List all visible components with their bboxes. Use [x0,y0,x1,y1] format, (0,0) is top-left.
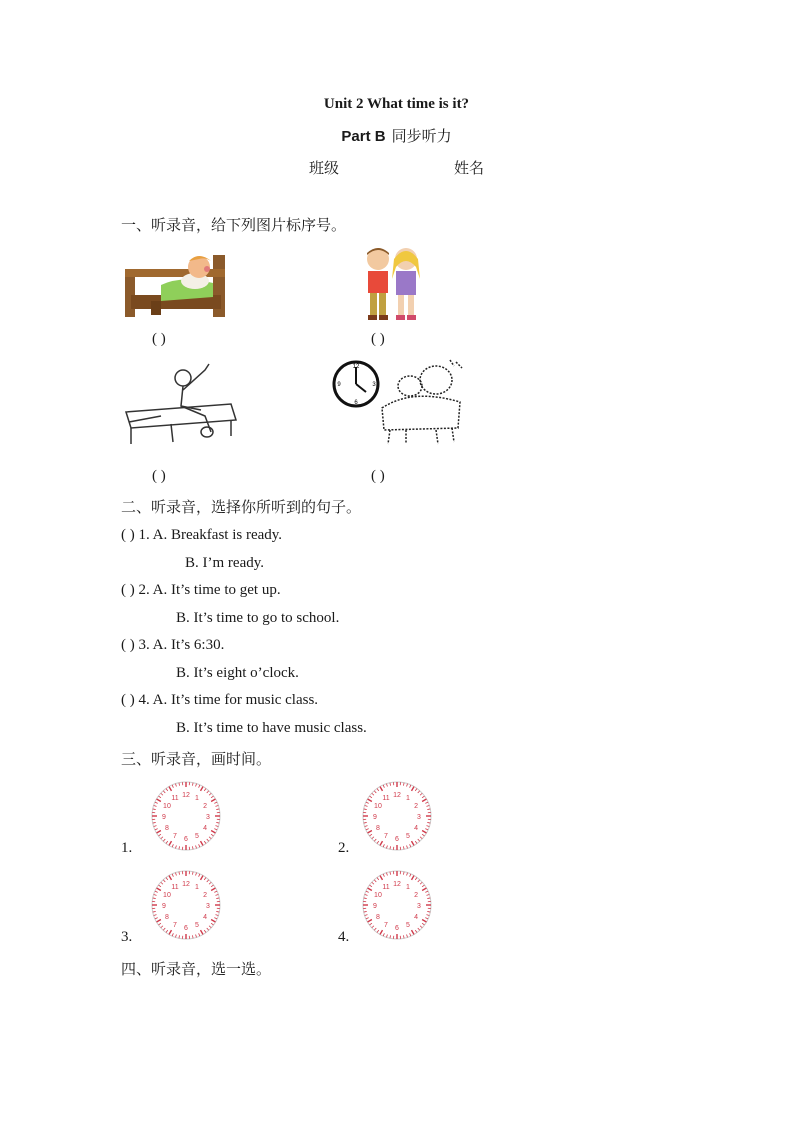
clock-tick [422,796,424,798]
picture2-answer-paren: ( ) [371,331,385,347]
svg-text:9: 9 [337,382,341,388]
clock-tick [410,785,411,788]
clock-tick [161,926,163,928]
clock-tick [204,788,206,790]
clock-number: 4 [203,914,208,921]
clock-number: 1 [195,883,199,891]
clock-tick [211,799,215,802]
clock-tick [365,915,368,916]
svg-text:12: 12 [352,364,360,370]
clock-tick [368,799,372,802]
clock-tick [166,877,168,879]
clock-number: 2 [414,803,419,810]
clock-tick [426,826,429,827]
clock-tick [216,898,219,899]
clock-tick [386,784,387,787]
clock-number: 5 [406,833,410,841]
clock-number: 12 [182,792,190,799]
clock-tick [215,894,218,895]
clock-tick [422,920,426,923]
clock-tick [214,829,217,830]
clock-number: 3 [206,903,210,910]
clock-number: 2 [414,892,419,899]
clock-tick [201,787,204,791]
clock-number: 9 [373,903,377,910]
clock-tick [377,788,379,790]
clock-tick [154,826,157,827]
clock-tick [215,915,218,916]
section4-heading: 四、听录音，选一选。 [121,960,272,978]
clock-tick [364,822,367,823]
clock-tick [204,877,206,879]
clock-tick [196,934,197,937]
clock-tick [161,793,163,795]
clock-tick [372,837,374,839]
clock-number: 3 [206,814,210,821]
clock-tick [365,826,368,827]
clock-tick [390,783,391,786]
clock-tick [214,802,217,803]
clock-tick [211,831,215,834]
clock-tick [166,788,168,790]
clock-tick [179,872,180,875]
clock-tick [380,787,383,791]
clock-tick [386,934,387,937]
clock-tick [207,928,209,930]
clock-tick [364,898,367,899]
picture3-answer-paren: ( ) [152,468,166,484]
clock-number: 9 [373,814,377,821]
clock-number: 8 [375,825,380,832]
question4-b: B. It’s time to have music class. [176,720,367,736]
clock-number: 10 [163,803,171,810]
clock-tick [415,877,417,879]
clock-tick [426,894,429,895]
clock-number: 7 [384,922,388,930]
clock-tick [372,882,374,884]
clock-tick [410,844,411,847]
clock-number: 11 [382,883,390,891]
clock-tick [374,928,376,930]
clock-tick [407,934,408,937]
clock-tick [422,834,424,836]
clock-tick [209,793,211,795]
clock-tick [415,841,417,843]
clock-tick [157,888,161,891]
clock-tick [196,845,197,848]
clock-tick [199,933,200,936]
clock-tick [155,829,158,830]
page-subtitle [0,125,793,146]
clock-tick [216,809,219,810]
clock-number: 9 [162,903,166,910]
clock-tick [412,876,415,880]
clock-tick [369,885,371,887]
clock-tick [410,874,411,877]
clock-tick [366,918,369,919]
clock-tick [377,841,379,843]
clock-and-cartoon-picture [332,358,472,450]
clock-tick [209,926,211,928]
clock-tick [380,876,383,880]
clock-tick [407,873,408,876]
clock-tick [366,829,369,830]
clock-number: 8 [375,914,380,921]
clock-number: 10 [163,892,171,899]
clock-tick [422,799,426,802]
children-walking-picture [358,245,428,323]
clock-tick [415,788,417,790]
clock-tick [192,872,193,875]
clock-face-2[interactable] [357,776,437,856]
clock-tick [209,837,211,839]
boy-sleeping-picture [121,245,231,320]
clock-face-3[interactable] [146,865,226,945]
clock-number: 5 [406,922,410,930]
clock-tick [211,796,213,798]
clock-number: 11 [382,794,390,802]
clock-number: 8 [164,825,169,832]
clock-tick [368,888,372,891]
clock-tick [157,799,161,802]
clock-tick [365,805,368,806]
clock-number: 3 [417,903,421,910]
clock-tick [153,822,156,823]
clock-tick [365,894,368,895]
clock-number: 1 [406,794,410,802]
clock-tick [161,837,163,839]
clock-tick [427,898,430,899]
clock-number: 6 [184,925,188,932]
clock-tick [368,920,372,923]
clock-tick [211,885,213,887]
section2-heading: 二、听录音，选择你所听到的句子。 [121,498,362,516]
clock-tick [158,885,160,887]
clock-tick [155,802,158,803]
clock-tick [169,787,172,791]
clock-tick [179,783,180,786]
clock-number: 12 [182,881,190,888]
question3-a: ( ) 3. A. It’s 6:30. [121,637,225,653]
clock-tick [383,785,384,788]
clock-tick [201,876,204,880]
clock-tick [158,834,160,836]
picture4-answer-paren: ( ) [371,468,385,484]
clock-tick [412,930,415,934]
clock-tick [161,882,163,884]
clock-tick [192,846,193,849]
clock-tick [390,872,391,875]
clock-number: 7 [173,833,177,841]
svg-text:6: 6 [354,400,358,406]
clock-tick [192,783,193,786]
clock-tick [196,873,197,876]
clock-tick [410,933,411,936]
clock-tick [204,841,206,843]
clock-tick [207,791,209,793]
section3-heading: 三、听录音，画时间。 [121,750,272,768]
question2-b: B. It’s time to go to school. [176,610,340,626]
clock-number: 11 [171,883,179,891]
clock-number: 4 [414,914,419,921]
clock-tick [199,874,200,877]
clock-tick [422,888,426,891]
clock-number: 1 [406,883,410,891]
clock-tick [175,784,176,787]
clock-tick [201,841,204,845]
clock-tick [403,935,404,938]
clock-tick [380,841,383,845]
clock-tick [158,923,160,925]
question1-a: ( ) 1. A. Breakfast is ready. [121,527,283,543]
clock-tick [383,933,384,936]
clock-tick [426,805,429,806]
clock-tick [172,874,173,877]
clock-tick [377,877,379,879]
clock-number: 5 [195,833,199,841]
clock-tick [211,888,215,891]
clock-tick [386,845,387,848]
section1-heading: 一、听录音，给下列图片标序号。 [121,216,347,234]
clock-tick [418,928,420,930]
clock-tick [216,911,219,912]
name-label: 姓名 [454,159,485,177]
clock-number: 6 [184,836,188,843]
clock-tick [169,930,172,934]
clock-tick [163,880,165,882]
clock-tick [179,935,180,938]
clock-tick [211,923,213,925]
clock-tick [175,873,176,876]
class-label: 班级 [309,159,340,177]
clock-tick [368,831,372,834]
clock-tick [155,918,158,919]
clock-tick [420,882,422,884]
clock-tick [211,920,215,923]
clock-tick [412,841,415,845]
clock-tick [407,784,408,787]
clock-tick [420,793,422,795]
clock-tick [383,844,384,847]
clock1-label: 1. [121,840,133,856]
clock-tick [153,898,156,899]
clock-number: 4 [414,825,419,832]
clock-tick [364,911,367,912]
clock-tick [422,831,426,834]
clock-tick [374,791,376,793]
clock-number: 12 [393,881,401,888]
clock-tick [425,891,428,892]
clock-tick [163,839,165,841]
clock-tick [192,935,193,938]
clock-tick [157,920,161,923]
clock-tick [427,911,430,912]
clock-tick [420,837,422,839]
clock-tick [418,791,420,793]
clock-number: 11 [171,794,179,802]
clock-tick [403,846,404,849]
clock-tick [153,809,156,810]
clock-number: 10 [374,803,382,810]
clock-tick [175,934,176,937]
clock-tick [216,822,219,823]
clock-tick [157,831,161,834]
question3-b: B. It’s eight o’clock. [176,665,299,681]
question1-b: B. I’m ready. [185,555,264,571]
picture1-answer-paren: ( ) [152,331,166,347]
clock-tick [169,841,172,845]
clock-tick [403,783,404,786]
clock-tick [199,785,200,788]
clock-number: 3 [417,814,421,821]
clock-tick [179,846,180,849]
clock-tick [207,839,209,841]
clock-number: 4 [203,825,208,832]
clock-number: 7 [384,833,388,841]
clock-tick [412,787,415,791]
clock-tick [374,880,376,882]
clock-tick [204,930,206,932]
clock-number: 2 [203,803,208,810]
clock-tick [386,873,387,876]
clock-number: 7 [173,922,177,930]
clock-tick [380,930,383,934]
clock-tick [207,880,209,882]
clock-tick [407,845,408,848]
clock-tick [211,834,213,836]
clock-tick [390,935,391,938]
clock-tick [172,844,173,847]
clock-tick [201,930,204,934]
clock-tick [369,796,371,798]
subtitle-part: Part B [341,128,386,145]
clock-tick [158,796,160,798]
clock-tick [214,891,217,892]
boy-getting-up-picture [121,360,241,450]
question4-a: ( ) 4. A. It’s time for music class. [121,692,319,708]
clock-number: 5 [195,922,199,930]
clock-tick [427,822,430,823]
clock-tick [425,802,428,803]
clock3-label: 3. [121,929,133,945]
clock-tick [153,911,156,912]
clock-tick [427,809,430,810]
clock2-label: 2. [338,840,350,856]
clock-tick [422,885,424,887]
subtitle-cn: 同步听力 [391,127,452,145]
page-title: Unit 2 What time is it? [323,96,470,112]
clock-tick [166,841,168,843]
clock4-label: 4. [338,929,350,945]
question2-a: ( ) 2. A. It’s time to get up. [121,582,281,598]
clock-face-4[interactable] [357,865,437,945]
clock-tick [366,891,369,892]
clock-tick [209,882,211,884]
clock-tick [154,805,157,806]
clock-face-1[interactable] [146,776,226,856]
clock-tick [425,829,428,830]
clock-tick [366,802,369,803]
clock-tick [372,926,374,928]
clock-number: 1 [195,794,199,802]
clock-tick [390,846,391,849]
clock-number: 9 [162,814,166,821]
clock-tick [369,923,371,925]
clock-tick [155,891,158,892]
clock-tick [215,826,218,827]
clock-tick [425,918,428,919]
clock-tick [172,933,173,936]
svg-text:3: 3 [372,382,376,388]
clock-tick [215,805,218,806]
clock-number: 2 [203,892,208,899]
clock-tick [154,915,157,916]
clock-tick [175,845,176,848]
clock-tick [415,930,417,932]
clock-tick [196,784,197,787]
clock-tick [169,876,172,880]
clock-tick [374,839,376,841]
clock-number: 6 [395,925,399,932]
clock-tick [154,894,157,895]
clock-tick [372,793,374,795]
clock-tick [369,834,371,836]
clock-tick [426,915,429,916]
clock-tick [403,872,404,875]
clock-tick [364,809,367,810]
clock-number: 6 [395,836,399,843]
clock-number: 10 [374,892,382,899]
clock-tick [166,930,168,932]
clock-number: 8 [164,914,169,921]
clock-tick [418,839,420,841]
clock-tick [199,844,200,847]
clock-tick [214,918,217,919]
clock-tick [377,930,379,932]
clock-tick [383,874,384,877]
clock-number: 12 [393,792,401,799]
clock-tick [163,928,165,930]
clock-tick [418,880,420,882]
clock-tick [420,926,422,928]
clock-tick [163,791,165,793]
clock-tick [172,785,173,788]
clock-tick [422,923,424,925]
